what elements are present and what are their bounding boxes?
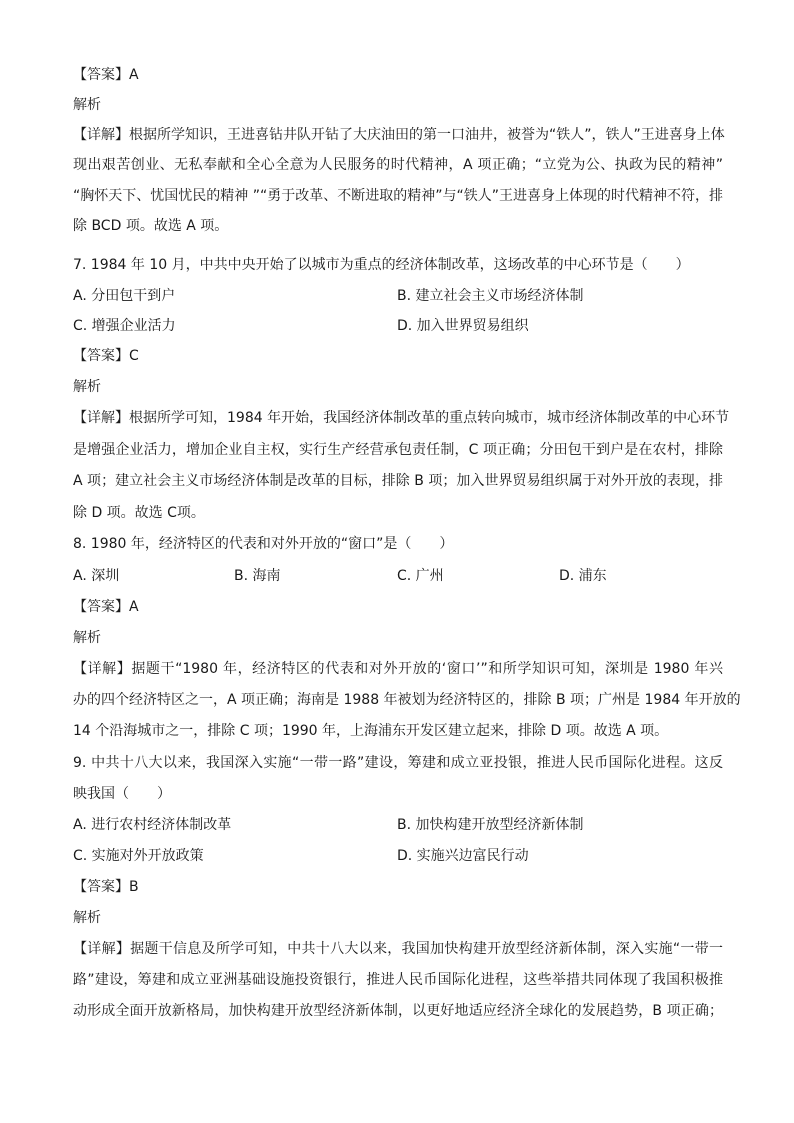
q7-option-a: A. 分田包干到户 xyxy=(73,288,176,304)
q7-option-d: D. 加入世界贸易组织 xyxy=(397,318,529,334)
q9-option-b: B. 加快构建开放型经济新体制 xyxy=(397,817,584,833)
q9-analysis-heading: 解析 xyxy=(73,910,101,926)
q8-option-a: A. 深圳 xyxy=(73,568,120,584)
q8-detail-line-3: 14 个沿海城市之一，排除 C 项；1990 年，上海浦东开发区建立起来，排除 D 项。故选 A 项。 xyxy=(73,723,669,739)
q7-detail-line-1: 【详解】根据所学可知，1984 年开始，我国经济体制改革的重点转向城市，城市经济体制改革的中心环节 xyxy=(73,410,730,426)
q7-analysis-heading: 解析 xyxy=(73,379,101,395)
q7-detail-line-3: A 项；建立社会主义市场经济体制是改革的目标，排除 B 项；加入世界贸易组织属于对外开放的表现，排 xyxy=(73,473,723,489)
q8-option-d: D. 浦东 xyxy=(559,568,607,584)
q8-option-b: B. 海南 xyxy=(234,568,281,584)
q8-stem: 8. 1980 年，经济特区的代表和对外开放的“窗口”是（ ） xyxy=(73,536,454,552)
q9-detail-line-3: 动形成全面开放新格局，加快构建开放型经济新体制，以更好地适应经济全球化的发展趋势，B 项正确； xyxy=(73,1003,723,1019)
q9-answer: 【答案】B xyxy=(73,879,139,895)
q9-detail-line-2: 路”建设，筹建和成立亚洲基础设施投资银行，推进人民币国际化进程，这些举措共同体现了我国积极推 xyxy=(73,972,723,988)
q9-stem-line-1: 9. 中共十八大以来，我国深入实施“一带一路”建设，筹建和成立亚投银，推进人民币国际化进程。这反 xyxy=(73,755,723,771)
q7-detail-line-2: 是增强企业活力，增加企业自主权，实行生产经营承包责任制，C 项正确；分田包干到户是在农村，排除 xyxy=(73,442,723,458)
q6-detail-line-2: 现出艰苦创业、无私奉献和全心全意为人民服务的时代精神，A 项正确；“立党为公、执政为民的精神” xyxy=(73,157,723,173)
q6-detail-line-3: “胸怀天下、忧国忧民的精神 ”“勇于改革、不断进取的精神”与“铁人”王进喜身上体现的时代精神不符，排 xyxy=(73,188,723,204)
q6-detail-line-1: 【详解】根据所学知识，王进喜钻井队开钻了大庆油田的第一口油井，被誉为“铁人”，铁人”王进喜身上体 xyxy=(73,127,725,143)
q7-option-c: C. 增强企业活力 xyxy=(73,318,176,334)
q6-answer: 【答案】A xyxy=(73,67,139,83)
q8-option-c: C. 广州 xyxy=(397,568,444,584)
q8-answer: 【答案】A xyxy=(73,599,139,615)
q9-option-c: C. 实施对外开放政策 xyxy=(73,848,204,864)
q9-stem-line-2: 映我国（ ） xyxy=(73,786,171,802)
q9-option-d: D. 实施兴边富民行动 xyxy=(397,848,529,864)
q8-analysis-heading: 解析 xyxy=(73,630,101,646)
q8-detail-line-2: 办的四个经济特区之一，A 项正确；海南是 1988 年被划为经济特区的，排除 B 项；广州是 1984 年开放的 xyxy=(73,692,741,708)
q7-answer: 【答案】C xyxy=(73,348,139,364)
q7-stem: 7. 1984 年 10 月，中共中央开始了以城市为重点的经济体制改革，这场改革的中心环节是（ ） xyxy=(73,257,690,273)
q8-detail-line-1: 【详解】据题干“1980 年，经济特区的代表和对外开放的‘窗口’”和所学知识可知，深圳是 1980 年兴 xyxy=(73,661,723,677)
q6-analysis-heading: 解析 xyxy=(73,97,101,113)
q9-option-a: A. 进行农村经济体制改革 xyxy=(73,817,232,833)
q6-detail-line-4: 除 BCD 项。故选 A 项。 xyxy=(73,218,229,234)
q7-option-b: B. 建立社会主义市场经济体制 xyxy=(397,288,584,304)
q9-detail-line-1: 【详解】据题干信息及所学可知，中共十八大以来，我国加快构建开放型经济新体制，深入实施“一带一 xyxy=(73,941,723,957)
q7-detail-line-4: 除 D 项。故选 C项。 xyxy=(73,505,205,521)
